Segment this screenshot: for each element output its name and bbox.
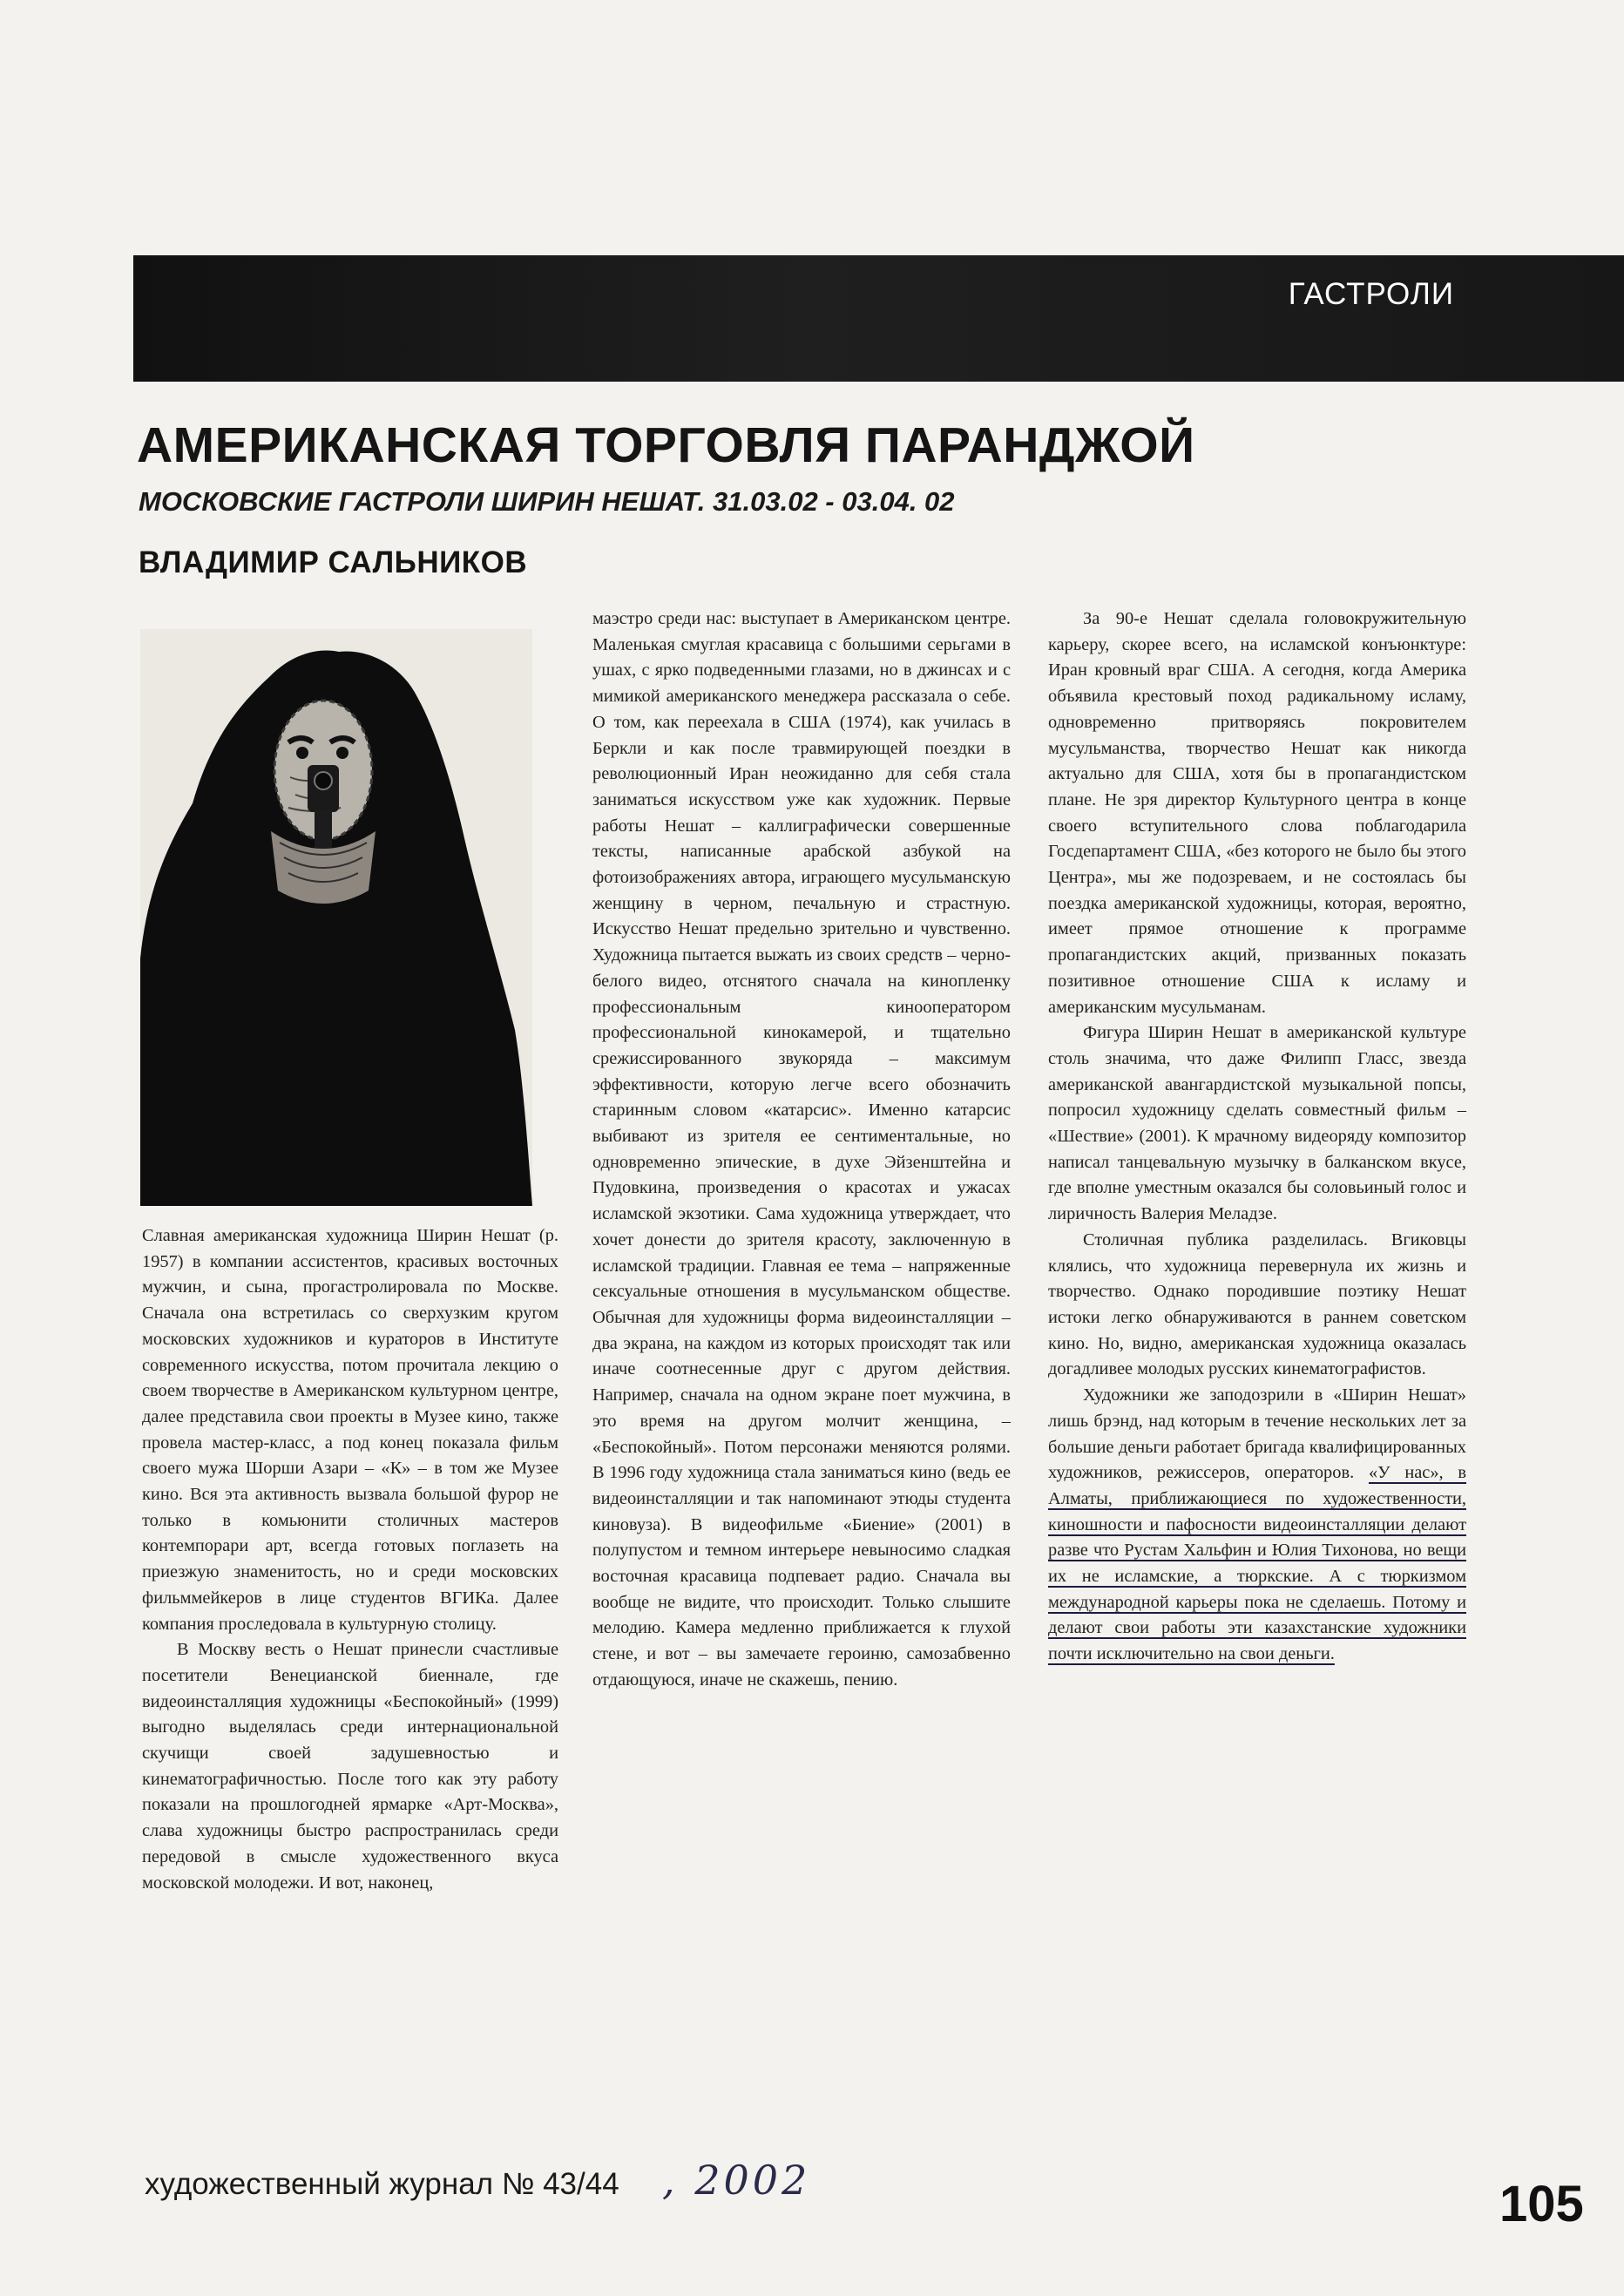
journal-name: художественный журнал № 43/44 [145,2167,619,2201]
paragraph-4-text: Художники же заподозрили в «Ширин Нешат» лишь брэнд, над которым в течение нескольких лет за большие деньги работает бригада квалифицированных художников, режиссеров, операторов. [1048,1385,1466,1483]
section-label: ГАСТРОЛИ [1288,277,1454,311]
column2-paragraph: маэстро среди нас: выступает в Американском центре. Маленькая смуглая красавица с большими серьгами в ушах, с ярко подведенными глазами, но в джинсах и с мимикой американского менеджера рассказала о себе. О том, как переехала в США (1974), как училась в Беркли и как после травмирующей поездки в революционный Иран неожиданно для себя стала заниматься искусством уже как художник. Первые работы Нешат – каллиграфически совершенные тексты, написанные арабской азбукой на фотоизображениях автора, играющего мусульманскую женщину в черном, печальную и страстную. Искусство Нешат предельно зрительно и чувственно. Художница пытается выжать из своих средств – черно-белого видео, отснятого сначала на кинопленку профессиональным кинооператором профессиональной кинокамерой, и тщательно срежиссированного звукоряда – максимум эффективности, которую легче всего обозначить старинным словом «катарсис». Именно катарсис выбивают из зрителя ее сентиментальные, но одновременно эпические, в духе Эйзенштейна и Пудовкина, произведения о красотах и ужасах исламской экзотики. Сама художница утверждает, что хочет донести до зрителя красоту, заключенную в исламской традиции. Главная ее тема – напряженные сексуальные отношения в мусульманском обществе. Обычная для художницы форма видеоинсталляции – два экрана, на каждом из которых происходят так или иначе соотнесенные друг с другом действия. Например, сначала на одном экране поет мужчина, в это время на другом молчит женщина, – «Беспокойный». Потом персонажи меняются ролями. В 1996 году художница стала заниматься кино (ведь ее видеоинсталляции и так напоминают этюды студента киновуза). В видеофильме «Биение» (2001) в полупустом и темном интерьере невыносимо сладкая восточная красавица подпевает радио. Сначала вы вообще не видите, что происходит. Только слышите мелодию. Камера медленно приближается к глухой стене, и вот – вы замечаете героиню, самозабвенно отдающуюся, иначе не скажешь, пению. [592,609,1011,1690]
caption-paragraph: Славная американская художница Ширин Нешат (р. 1957) в компании ассистентов, красивых восточных мужчин, и сына, прогастролировала по Москве. Сначала она встретилась со сверхузким кругом московских художников и кураторов в Институте современного искусства, потом прочитала лекцию о своем творчестве в Американском культурном центре, далее представила свои проекты в Музее кино, также провела мастер-класс, а под конец показала фильм своего мужа Шорши Азари – «К» – в том же Музее кино. Вся эта активность вызвала большой фурор не только в комьюнити столичных мастеров контемпорари арт, всегда готовых поглазеть на приезжую знаменитость, но и среди московских фильммейкеров в лице студентов ВГИКа. Далее компания проследовала в культурную столицу. [142,1226,558,1634]
column3-paragraph-1: За 90-е Нешат сделала головокружительную карьеру, скорее всего, на исламской конъюнктуре: Иран кровный враг США. А сегодня, когда Америка объявила крестовый поход радикальному исламу, одновременно притворяясь покровителем мусульманства, творчество Нешат как никогда актуально для США, хотя бы в пропагандистском плане. Не зря директор Культурного центра в конце своего вступительного слова поблагодарила Госдепартамент США, «без которого не было бы этого Центра», мы же подозреваем, и не состоялась бы поездка американской художницы, которая, вероятно, имеет прямое отношение к программе пропагандистских акций, призванных показать позитивное отношение США к исламу и американским мусульманам. [1048,609,1466,1017]
handwritten-underline: «У нас», в Алматы, приближающиеся по художественности, киношности и пафосности видеоинсталляции делают разве что Рустам Хальфин и Юлия Тихонова, но вещи их не исламские, а тюркские. А с тюркизмом международной карьеры пока не сделаешь. Потому и делают свои работы эти казахстанские художники почти исключительно на свои деньги. [1048,1463,1466,1664]
veiled-woman-illustration [140,629,532,1206]
column3-paragraph-4 [1048,1383,1466,1668]
column1-paragraph: В Москву весть о Нешат принесли счастливые посетители Венецианской биеннале, где видеоинсталляция художницы «Беспокойный» (1999) выгодно выделялась среди интернациональной скучищи своей задушевностью и кинематографичностью. После того как эту работу показали на прошлогодней ярмарке «Арт-Москва», слава художницы быстро распространилась среди передовой в смысле художественного вкуса московской молодежи. И вот, наконец, [142,1640,558,1893]
article-author: ВЛАДИМИР САЛЬНИКОВ [139,545,528,579]
section-header-bar [133,255,1624,382]
handwritten-year: , 2002 [662,2157,811,2204]
article-subtitle: МОСКОВСКИЕ ГАСТРОЛИ ШИРИН НЕШАТ. 31.03.02 - 03.04. 02 [139,486,955,517]
page-number: 105 [1499,2176,1584,2232]
photo-caption [142,1223,558,1896]
article-photo [140,629,532,1206]
column3-paragraph-2: Фигура Ширин Нешат в американской культуре столь значима, что даже Филипп Гласс, звезда американской авангардистской музыкальной попсы, попросил художницу сделать совместный фильм – «Шествие» (2001). К мрачному видеоряду композитор написал танцевальную музычку в балканском вкусе, где вполне уместным оказался бы соловьиный голос и лиричность Валерия Меладзе. [1048,1023,1466,1224]
article-column-3 [1048,606,1466,1668]
article-headline: АМЕРИКАНСКАЯ ТОРГОВЛЯ ПАРАНДЖОЙ [137,417,1195,473]
column3-paragraph-3: Столичная публика разделилась. Вгиковцы клялись, что художница перевернула их жизнь и творчество. Однако породившие поэтику Нешат истоки легко обнаруживаются в раннем советском кино. Но, видно, американская художница оказалась догадливее молодых русских кинематографистов. [1048,1229,1466,1379]
article-column-2 [592,606,1011,1694]
